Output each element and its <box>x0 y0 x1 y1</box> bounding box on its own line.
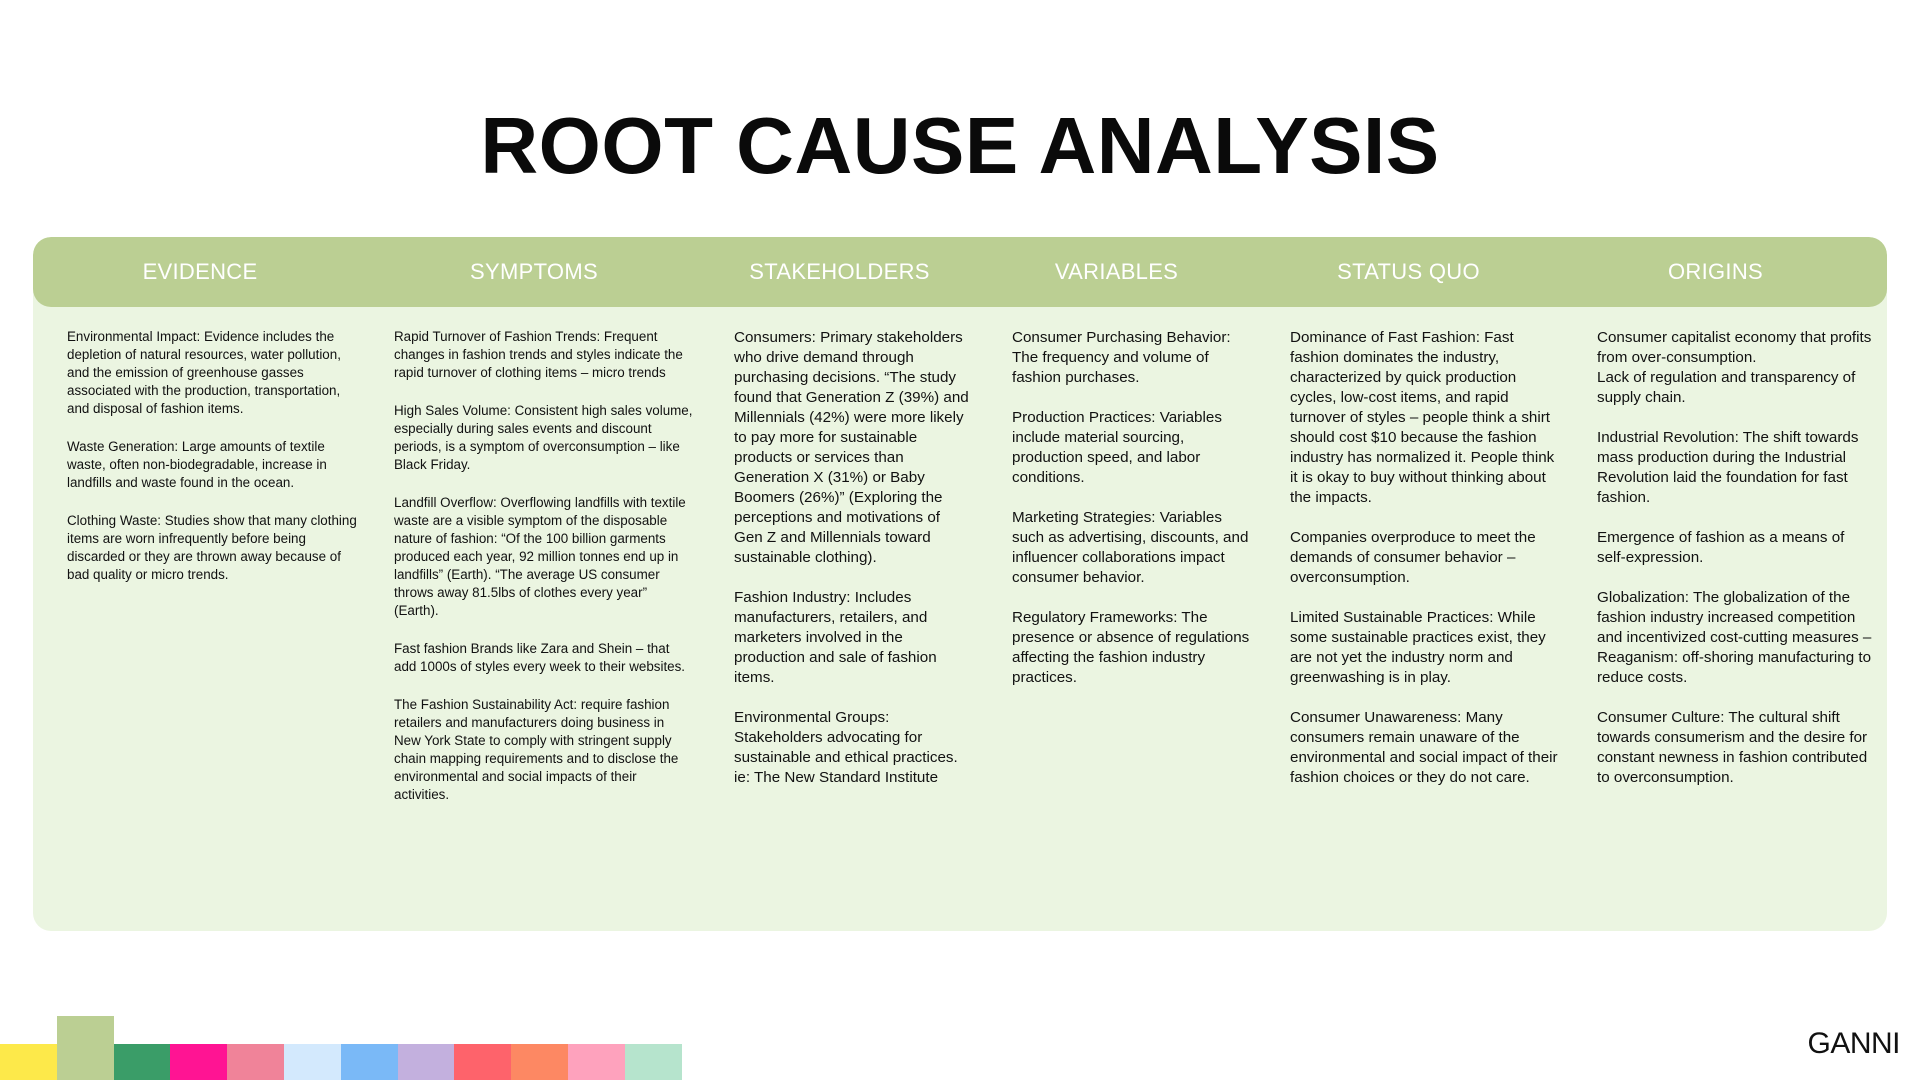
page-title: ROOT CAUSE ANALYSIS <box>480 101 1440 190</box>
symptom-item: Rapid Turnover of Fashion Trends: Frequent changes in fashion trends and styles indicate the rapid turnover of clothing items – micro trends <box>394 329 683 380</box>
column-origins <box>1597 328 1872 808</box>
evidence-item: Waste Generation: Large amounts of textile waste, often non-biodegradable, increase in landfills and waste found in the ocean. <box>67 439 327 490</box>
stakeholder-item: Environmental Groups: Stakeholders advocating for sustainable and ethical practices. ie: The New Standard Institute <box>734 709 958 786</box>
column-heading-evidence: EVIDENCE <box>142 259 258 284</box>
symptom-item: High Sales Volume: Consistent high sales volume, especially during sales events and discount periods, is a symptom of overconsumption – like Black Friday. <box>394 403 693 472</box>
status-quo-item: Companies overproduce to meet the demands of consumer behavior – overconsumption. <box>1290 529 1536 586</box>
stakeholder-item: Consumers: Primary stakeholders who drive demand through purchasing decisions. “The study found that Generation Z (39%) and Millennials (42%) were more likely to pay more for sustainable products or services than Generation X (31%) or Baby Boomers (26%)” (Exploring the perceptions and motivations of Gen Z and Millennials toward sustainable clothing). <box>734 329 969 566</box>
column-heading-status-quo: STATUS QUO <box>1337 259 1480 284</box>
color-swatch <box>511 1044 568 1080</box>
status-quo-item: Limited Sustainable Practices: While some sustainable practices exist, they are not yet the industry norm and greenwashing is in play. <box>1290 609 1546 686</box>
color-swatch <box>625 1044 682 1080</box>
column-symptoms <box>394 328 694 824</box>
column-stakeholders <box>734 328 971 808</box>
color-swatch <box>170 1044 227 1080</box>
color-swatch <box>398 1044 455 1080</box>
column-variables <box>1012 328 1253 708</box>
column-heading-symptoms: SYMPTOMS <box>470 259 598 284</box>
column-heading-stakeholders: STAKEHOLDERS <box>749 259 930 284</box>
color-swatch-strip <box>0 1016 680 1080</box>
analysis-table <box>33 237 1887 931</box>
stakeholder-item: Fashion Industry: Includes manufacturers, retailers, and marketers involved in the production and sale of fashion items. <box>734 589 937 686</box>
origin-item: Emergence of fashion as a means of self-expression. <box>1597 529 1845 566</box>
color-swatch <box>227 1044 284 1080</box>
table-header <box>33 237 1887 307</box>
origin-item: Consumer Culture: The cultural shift towards consumerism and the desire for constant newness in fashion contributed to overconsumption. <box>1597 709 1868 786</box>
origin-item: Industrial Revolution: The shift towards mass production during the Industrial Revolution laid the foundation for fast fashion. <box>1597 429 1859 506</box>
color-swatch <box>341 1044 398 1080</box>
brand-logo: GANNI <box>1807 1027 1900 1060</box>
origin-item: Globalization: The globalization of the fashion industry increased competition and incentivized cost-cutting measures – Reaganism: off-shoring manufacturing to reduce costs. <box>1597 589 1872 686</box>
color-swatch <box>568 1044 625 1080</box>
column-heading-variables: VARIABLES <box>1054 259 1179 284</box>
column-heading-origins: ORIGINS <box>1668 259 1763 284</box>
column-evidence <box>67 328 359 604</box>
evidence-item: Environmental Impact: Evidence includes the depletion of natural resources, water pollution, and the emission of greenhouse gasses associated with the production, transportation, and disposal of fashion items. <box>67 329 341 416</box>
color-swatch <box>114 1044 171 1080</box>
color-swatch <box>0 1044 57 1080</box>
symptom-item: Fast fashion Brands like Zara and Shein – that add 1000s of styles every week to their websites. <box>394 641 686 674</box>
color-swatch <box>57 1016 114 1080</box>
color-swatch <box>284 1044 341 1080</box>
color-swatch <box>454 1044 511 1080</box>
variable-item: Marketing Strategies: Variables such as advertising, discounts, and influencer collaborations impact consumer behavior. <box>1012 509 1249 586</box>
evidence-item: Clothing Waste: Studies show that many clothing items are worn infrequently before being discarded or they are thrown away because of bad quality or micro trends. <box>67 513 357 582</box>
variable-item: Consumer Purchasing Behavior: The frequency and volume of fashion purchases. <box>1012 329 1231 386</box>
variable-item: Regulatory Frameworks: The presence or absence of regulations affecting the fashion industry practices. <box>1012 609 1250 686</box>
origin-item: Consumer capitalist economy that profits from over-consumption. Lack of regulation and transparency of supply chain. <box>1597 329 1872 406</box>
status-quo-item: Dominance of Fast Fashion: Fast fashion dominates the industry, characterized by quick production cycles, low-cost items, and rapid turnover of styles – people think a shirt should cost $10 because the fashion industry has normalized it. People think it is okay to buy without thinking about the impacts. <box>1290 329 1555 506</box>
variable-item: Production Practices: Variables include material sourcing, production speed, and labor conditions. <box>1012 409 1222 486</box>
symptom-item: The Fashion Sustainability Act: require fashion retailers and manufacturers doing business in New York State to comply with stringent supply chain mapping requirements and to disclose the environmental and social impacts of their activities. <box>394 697 679 802</box>
column-status-quo <box>1290 328 1558 808</box>
symptom-item: Landfill Overflow: Overflowing landfills with textile waste are a visible symptom of the disposable nature of fashion: “Of the 100 billion garments produced each year, 92 million tonnes end up in landfills” (Earth). “The average US consumer throws away 81.5lbs of clothes every year” (Earth). <box>394 495 686 618</box>
status-quo-item: Consumer Unawareness: Many consumers remain unaware of the environmental and social impact of their fashion choices or they do not care. <box>1290 709 1558 786</box>
